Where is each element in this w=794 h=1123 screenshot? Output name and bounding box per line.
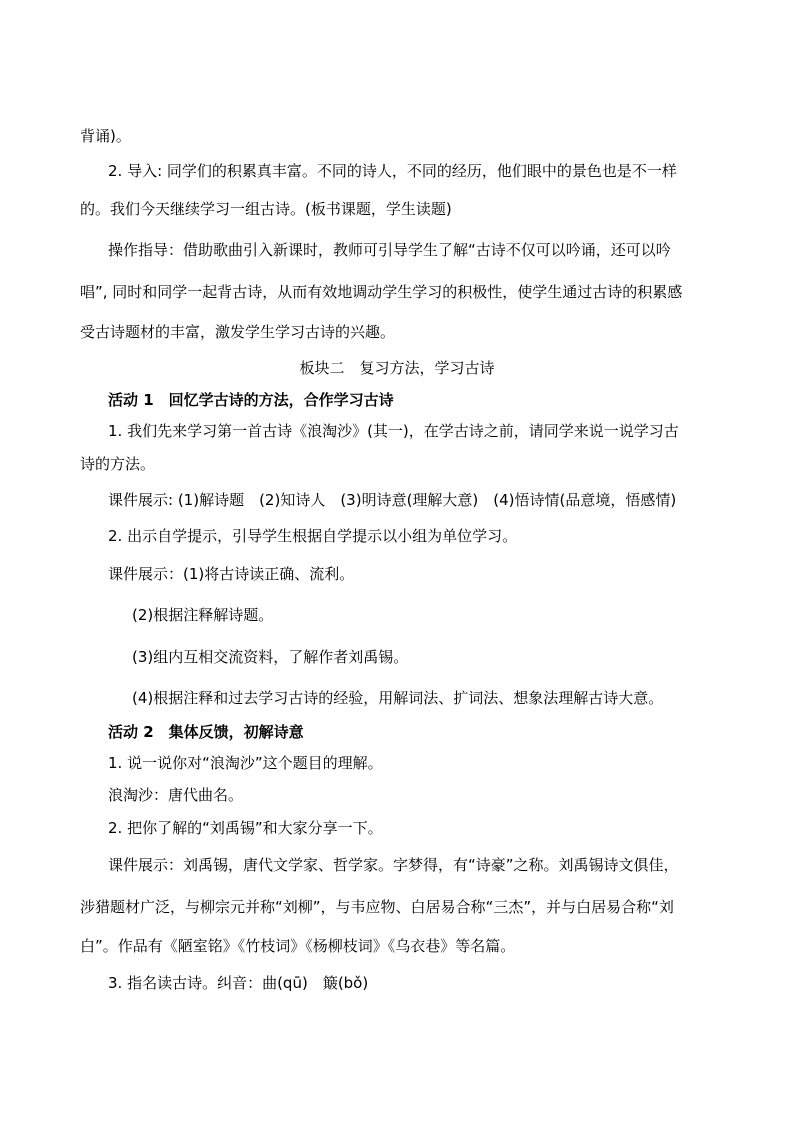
activity-heading: 活动 1 回忆学古诗的方法，合作学习古诗 <box>108 391 394 409</box>
text-line: 3. 指名读古诗。纠音：曲(qū) 簸(bǒ) <box>108 974 369 992</box>
section-heading: 板块二 复习方法，学习古诗 <box>299 359 495 377</box>
text-line: 课件展示: (1)解诗题 (2)知诗人 (3)明诗意(理解大意) (4)悟诗情(品意境，悟感情) <box>108 491 677 509</box>
text-line: 2. 出示自学提示，引导学生根据自学提示以小组为单位学习。 <box>108 527 518 545</box>
text-line: 课件展示：刘禹锡，唐代文学家、哲学家。字梦得，有“诗豪”之称。刘禹锡诗文俱佳， <box>108 856 679 874</box>
text-line: 浪淘沙：唐代曲名。 <box>108 786 244 804</box>
text-line: 唱”, 同时和同学一起背古诗，从而有效地调动学生学习的积极性，使学生通过古诗的积累感 <box>80 283 683 301</box>
text-line: 涉猎题材广泛，与柳宗元并称“刘柳”，与韦应物、白居易合称“三杰”，并与白居易合称“刘 <box>80 898 674 916</box>
text-line: 1. 我们先来学习第一首古诗《浪淘沙》(其一)，在学古诗之前，请同学来说一说学习古 <box>108 422 679 440</box>
text-line: 背诵)。 <box>80 127 131 145</box>
text-line: 1. 说一说你对“浪淘沙”这个题目的理解。 <box>108 754 383 772</box>
activity-heading: 活动 2 集体反馈，初解诗意 <box>108 723 304 741</box>
text-line: (3)组内互相交流资料，了解作者刘禹锡。 <box>132 648 409 666</box>
text-line: (4)根据注释和过去学习古诗的经验，用解词法、扩词法、想象法理解古诗大意。 <box>132 689 664 707</box>
text-line: (2)根据注释解诗题。 <box>132 606 274 624</box>
text-line: 的。我们今天继续学习一组古诗。(板书课题，学生读题) <box>80 200 452 218</box>
text-line: 课件展示：(1)将古诗读正确、流利。 <box>108 565 355 583</box>
text-line: 诗的方法。 <box>80 455 156 473</box>
text-line: 2. 把你了解的“刘禹锡”和大家分享一下。 <box>108 819 383 837</box>
text-line: 操作指导：借助歌曲引入新课时，教师可引导学生了解“古诗不仅可以吟诵，还可以吟 <box>108 241 671 259</box>
text-line: 白”。作品有《陋室铭》《竹枝词》《杨柳枝词》《乌衣巷》等名篇。 <box>80 937 516 955</box>
text-line: 2. 导入: 同学们的积累真丰富。不同的诗人，不同的经历，他们眼中的景色也是不一样 <box>108 162 677 180</box>
text-line: 受古诗题材的丰富，激发学生学习古诗的兴趣。 <box>80 323 396 341</box>
